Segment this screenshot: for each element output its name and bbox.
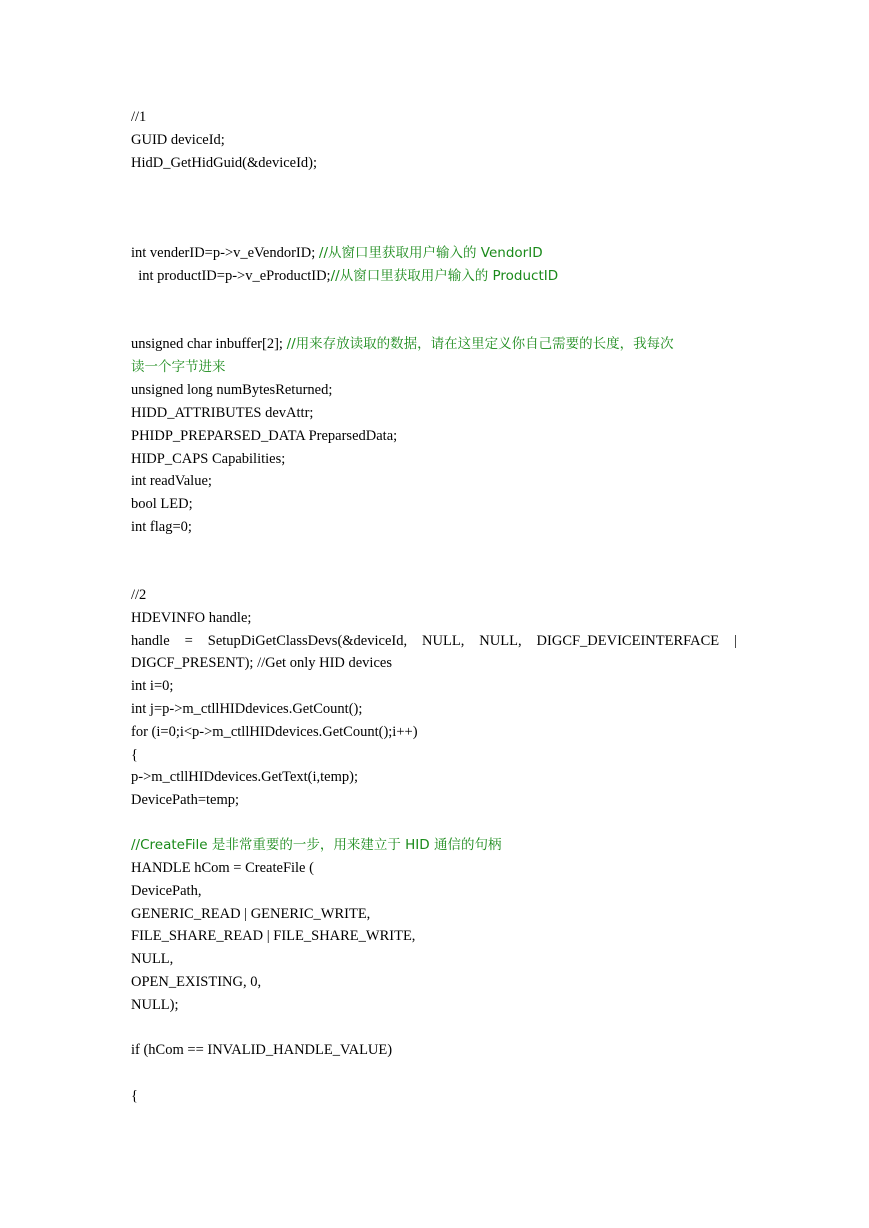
code-line-29: FILE_SHARE_READ | FILE_SHARE_WRITE,	[131, 928, 416, 944]
code-text: int productID=p->v_eProductID;	[131, 268, 331, 284]
comment-text: 通信的句柄	[433, 837, 502, 853]
code-line-26: HANDLE hCom = CreateFile (	[131, 860, 314, 876]
code-line-24: DevicePath=temp;	[131, 792, 240, 808]
code-line-2: GUID deviceId;	[131, 132, 225, 148]
code-line-27: DevicePath,	[131, 883, 202, 899]
code-line-product-id	[131, 266, 558, 286]
code-text: unsigned char inbuffer[2];	[131, 336, 287, 352]
code-line-19: int i=0;	[131, 678, 174, 694]
code-line-15: //2	[131, 587, 147, 603]
code-line-1: //1	[131, 109, 147, 125]
code-line-13: bool LED;	[131, 496, 193, 512]
code-line-23: p->m_ctllHIDdevices.GetText(i,temp);	[131, 769, 359, 785]
code-line-34: {	[131, 1088, 138, 1104]
comment-text: VendorID	[476, 245, 543, 261]
code-line-33: if (hCom == INVALID_HANDLE_VALUE)	[131, 1042, 393, 1058]
comment-text: //CreateFile	[131, 837, 212, 853]
code-line-31: OPEN_EXISTING, 0,	[131, 974, 262, 990]
code-line-inbuffer	[131, 334, 674, 354]
code-line-16: HDEVINFO handle;	[131, 610, 252, 626]
code-line-32: NULL);	[131, 997, 179, 1013]
code-line-10: PHIDP_PREPARSED_DATA PreparsedData;	[131, 428, 398, 444]
code-line-14: int flag=0;	[131, 519, 192, 535]
code-line-8: unsigned long numBytesReturned;	[131, 382, 333, 398]
code-line-30: NULL,	[131, 951, 174, 967]
comment-slashes: //	[330, 268, 340, 284]
comment-text: 从窗口里获取用户输入的	[339, 268, 489, 284]
code-line-9: HIDD_ATTRIBUTES devAttr;	[131, 405, 314, 421]
comment-slashes: //	[318, 245, 328, 261]
comment-text: 从窗口里获取用户输入的	[328, 245, 477, 261]
code-line-3: HidD_GetHidGuid(&deviceId);	[131, 155, 318, 171]
code-text: int venderID=p->v_eVendorID;	[131, 245, 319, 261]
code-line-20: int j=p->m_ctllHIDdevices.GetCount();	[131, 701, 363, 717]
code-line-createfile-comment	[131, 835, 501, 855]
comment-text: ProductID	[488, 268, 559, 284]
comment-text: HID	[400, 837, 434, 853]
comment-text: 用来存放读取的数据，请在这里定义你自己需要的长度，我每次	[295, 336, 674, 352]
code-line-18: DIGCF_PRESENT); //Get only HID devices	[131, 655, 392, 671]
code-line-28: GENERIC_READ | GENERIC_WRITE,	[131, 906, 371, 922]
code-line-21: for (i=0;i<p->m_ctllHIDdevices.GetCount();i++)	[131, 724, 418, 740]
comment-slashes: //	[286, 336, 296, 352]
code-line-17: handle = SetupDiGetClassDevs(&deviceId, NULL, NULL, DIGCF_DEVICEINTERFACE |	[131, 633, 737, 649]
comment-text: 读一个字节进来	[131, 359, 226, 375]
code-line-22: {	[131, 747, 138, 763]
code-line-vendor-id	[131, 243, 543, 263]
code-line-11: HIDP_CAPS Capabilities;	[131, 451, 286, 467]
code-line-inbuffer-comment-cont	[131, 357, 226, 377]
comment-text: 是非常重要的一步，用来建立于	[211, 837, 401, 853]
code-line-12: int readValue;	[131, 473, 212, 489]
